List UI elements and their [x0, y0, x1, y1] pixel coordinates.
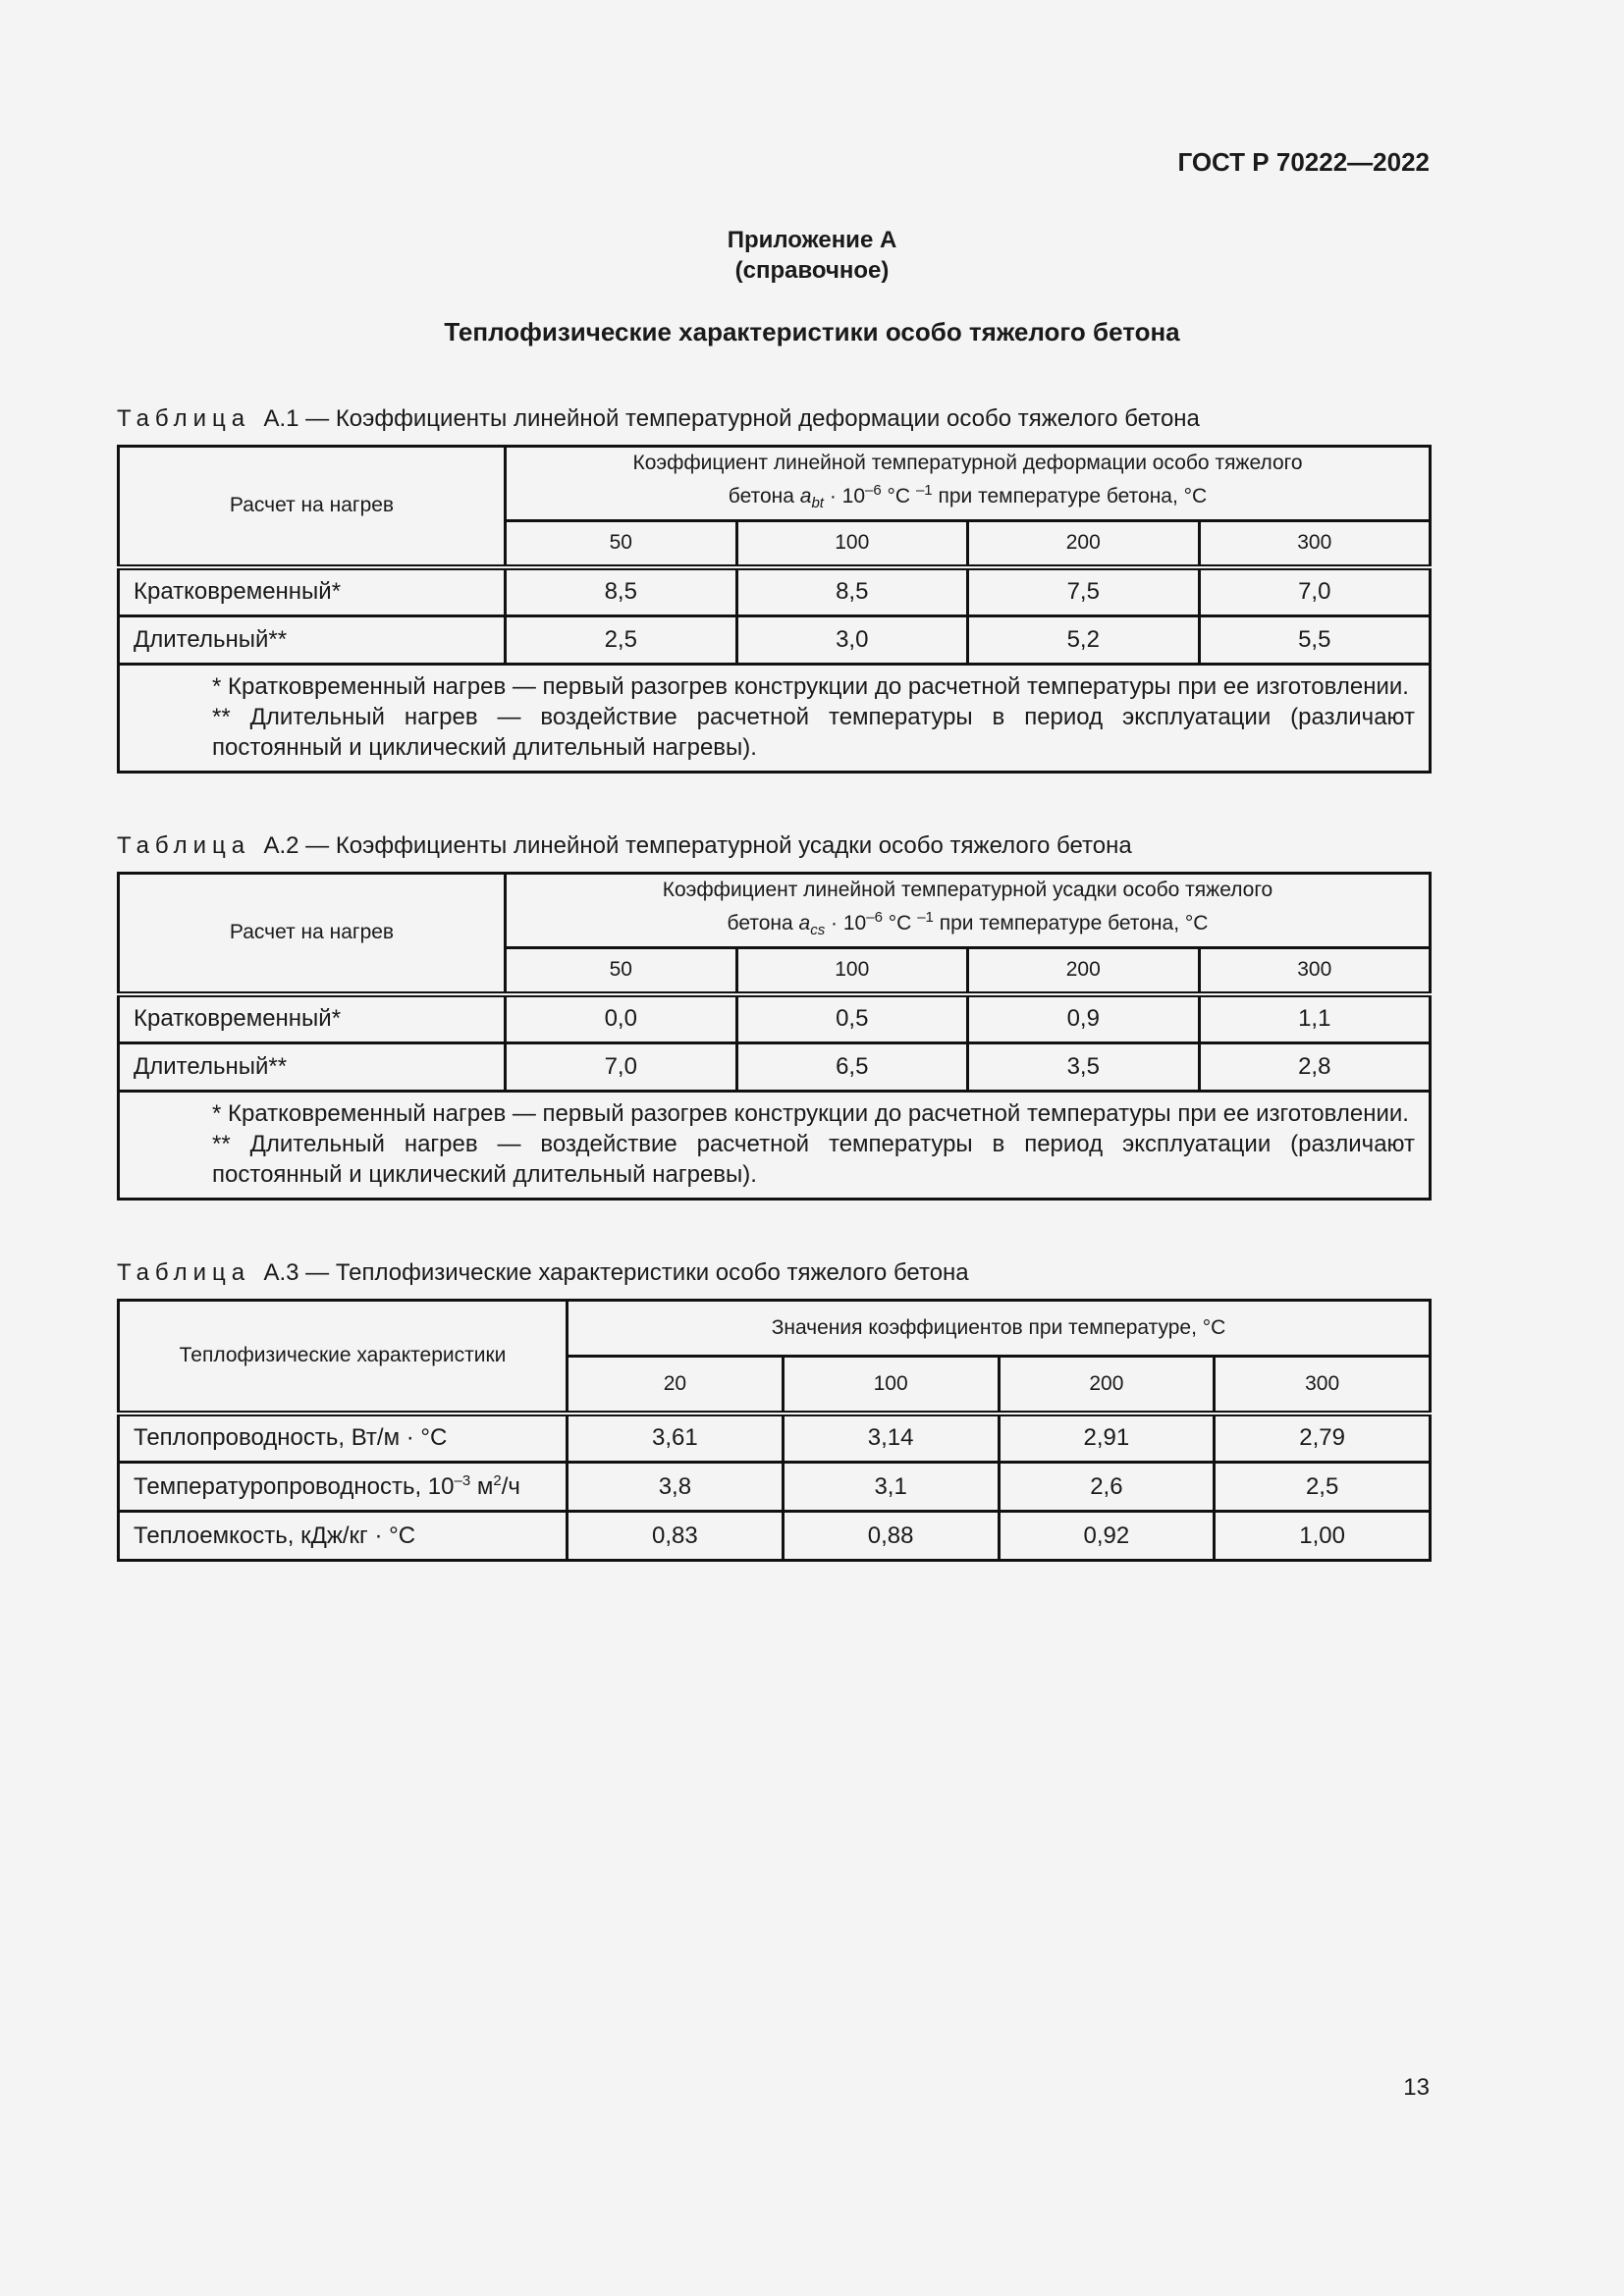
table2-temp: 300 — [1199, 948, 1431, 994]
table3-temp: 300 — [1215, 1357, 1431, 1414]
table3-cell: 1,00 — [1215, 1512, 1431, 1561]
table1-temp: 300 — [1199, 521, 1431, 567]
table1-cell: 8,5 — [506, 567, 737, 616]
table2-row-label: Длительный** — [119, 1043, 506, 1092]
table1-cell: 7,0 — [1199, 567, 1431, 616]
table2-cell: 0,5 — [736, 994, 968, 1043]
table2-cell: 6,5 — [736, 1043, 968, 1092]
table1-group-header: Коэффициент линейной температурной деформации особо тяжелого бетона $a_{bt} \cdot 10^{-6}$ °C $^{-1}$ при температуре бетона, °С — [506, 447, 1431, 521]
table1-row-header: Расчет на нагрев — [119, 447, 506, 567]
table3-cell: 3,8 — [568, 1463, 784, 1512]
table1-cell: 7,5 — [968, 567, 1200, 616]
table2-row-label: Кратковременный* — [119, 994, 506, 1043]
table2-cell: 0,0 — [506, 994, 737, 1043]
appendix-title: Приложение А — [727, 227, 897, 253]
table3-temp: 100 — [783, 1357, 999, 1414]
table2-row-header: Расчет на нагрев — [119, 874, 506, 994]
table2-cell: 2,8 — [1199, 1043, 1431, 1092]
table3-row-label: Теплопроводность, Вт/м · °С — [119, 1414, 568, 1463]
table3-cell: 2,6 — [999, 1463, 1215, 1512]
page-number: 13 — [1403, 2074, 1430, 2101]
table2-cell: 3,5 — [968, 1043, 1200, 1092]
table1-notes — [119, 665, 1431, 773]
table3-cell: 3,1 — [783, 1463, 999, 1512]
table3-cell: 3,14 — [783, 1414, 999, 1463]
table1-temp: 100 — [736, 521, 968, 567]
table-row — [119, 1043, 1431, 1092]
table2-note-1: * Кратковременный нагрев — первый разогрев конструкции до расчетной температуры при ее изготовлении. — [212, 1100, 1409, 1127]
table-row — [119, 1512, 1431, 1561]
table-row — [119, 567, 1431, 616]
document-code: ГОСТ Р 70222—2022 — [1177, 147, 1430, 177]
table2-group-header: Коэффициент линейной температурной усадки особо тяжелого бетона $a_{cs} \cdot 10^{-6}$ °C $^{-1}$ при температуре бетона, °С — [506, 874, 1431, 948]
table3-cell: 0,92 — [999, 1512, 1215, 1561]
table1-cell: 2,5 — [506, 616, 737, 665]
table3-cell: 2,91 — [999, 1414, 1215, 1463]
table1-row-label: Кратковременный* — [119, 567, 506, 616]
table3-cell: 2,5 — [1215, 1463, 1431, 1512]
table3-cell: 3,61 — [568, 1414, 784, 1463]
table-row — [119, 994, 1431, 1043]
table2-note-2: ** Длительный нагрев — воздействие расчетной температуры в период эксплуатации (различают постоянный и циклический длительный нагревы). — [212, 1131, 1415, 1188]
table-row — [119, 1463, 1431, 1512]
table2-cell: 1,1 — [1199, 994, 1431, 1043]
table2-temp: 100 — [736, 948, 968, 994]
table1-temp: 50 — [506, 521, 737, 567]
table3-group-header: Значения коэффициентов при температуре, °С — [568, 1301, 1431, 1357]
table1-cell: 8,5 — [736, 567, 968, 616]
table1 — [117, 445, 1432, 774]
table1-cell: 5,2 — [968, 616, 1200, 665]
table3-caption: Таблица А.3 — Теплофизические характеристики особо тяжелого бетона — [117, 1259, 969, 1286]
table3-cell: 2,79 — [1215, 1414, 1431, 1463]
table2-notes — [119, 1092, 1431, 1200]
table1-note-1: * Кратковременный нагрев — первый разогрев конструкции до расчетной температуры при ее изготовлении. — [212, 673, 1409, 700]
table2 — [117, 872, 1432, 1201]
table1-row-label: Длительный** — [119, 616, 506, 665]
section-title: Теплофизические характеристики особо тяжелого бетона — [444, 317, 1180, 347]
table3-cell: 0,88 — [783, 1512, 999, 1561]
table3-temp: 200 — [999, 1357, 1215, 1414]
table2-temp: 50 — [506, 948, 737, 994]
table2-cell: 7,0 — [506, 1043, 737, 1092]
table2-cell: 0,9 — [968, 994, 1200, 1043]
table3-row-label: Теплоемкость, кДж/кг · °С — [119, 1512, 568, 1561]
table3-cell: 0,83 — [568, 1512, 784, 1561]
table1-cell: 5,5 — [1199, 616, 1431, 665]
table3 — [117, 1299, 1432, 1562]
table-row — [119, 616, 1431, 665]
appendix-subtitle: (справочное) — [734, 257, 890, 284]
table1-note-2: ** Длительный нагрев — воздействие расчетной температуры в период эксплуатации (различают постоянный и циклический длительный нагревы). — [212, 704, 1415, 761]
table1-caption: Таблица А.1 — Коэффициенты линейной температурной деформации особо тяжелого бетона — [117, 405, 1200, 432]
table3-row-header: Теплофизические характеристики — [119, 1301, 568, 1414]
table2-temp: 200 — [968, 948, 1200, 994]
table2-caption: Таблица А.2 — Коэффициенты линейной температурной усадки особо тяжелого бетона — [117, 832, 1132, 859]
table3-row-label: Температуропроводность, $10^{-3}$ $м^2/ч$ — [119, 1463, 568, 1512]
table-row — [119, 1414, 1431, 1463]
table1-temp: 200 — [968, 521, 1200, 567]
table3-temp: 20 — [568, 1357, 784, 1414]
table1-cell: 3,0 — [736, 616, 968, 665]
